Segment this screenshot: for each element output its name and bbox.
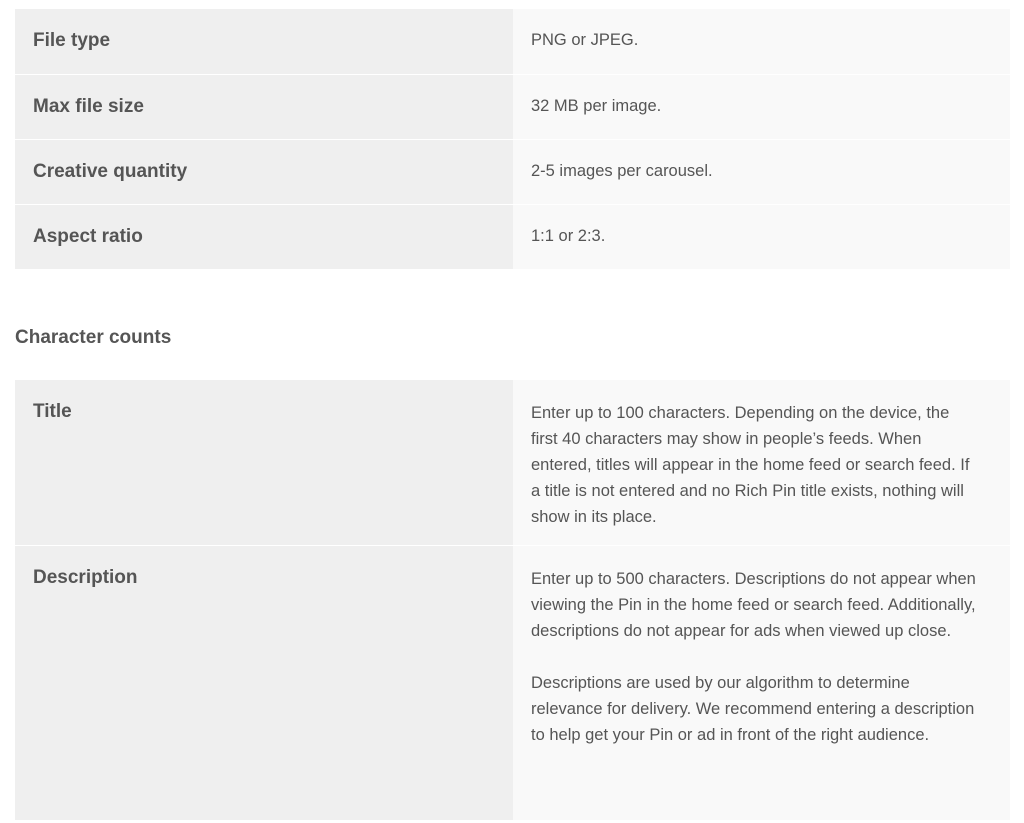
description-paragraph: Descriptions are used by our algorithm to determine relevance for delivery. We recommend entering a description to help get your Pin or ad in front of the right audience. bbox=[531, 673, 975, 744]
count-value-description bbox=[513, 545, 1010, 820]
section-heading-character-counts: Character counts bbox=[15, 327, 172, 348]
table-row bbox=[15, 204, 1010, 269]
spec-label-creative-quantity: Creative quantity bbox=[15, 139, 513, 204]
count-label-title: Title bbox=[15, 380, 513, 545]
spec-value-max-file-size: 32 MB per image. bbox=[513, 74, 1010, 139]
table-row bbox=[15, 380, 1010, 545]
spec-label-max-file-size: Max file size bbox=[15, 74, 513, 139]
description-paragraph: Enter up to 500 characters. Descriptions do not appear when viewing the Pin in the home feed or search feed. Additionally, descriptions do not appear for ads when viewed up close. bbox=[531, 569, 976, 640]
creative-specs-table bbox=[15, 9, 1010, 269]
character-counts-table bbox=[15, 380, 1010, 820]
count-value-title: Enter up to 100 characters. Depending on the device, the first 40 characters may show in people’s feeds. When entered, titles will appear in the home feed or search feed. If a title is not entered and no Rich Pin title exists, nothing will show in its place. bbox=[513, 380, 1010, 545]
table-row bbox=[15, 139, 1010, 204]
spec-value-aspect-ratio: 1:1 or 2:3. bbox=[513, 204, 1010, 269]
table-row bbox=[15, 9, 1010, 74]
spec-value-file-type: PNG or JPEG. bbox=[513, 9, 1010, 74]
spec-label-file-type: File type bbox=[15, 9, 513, 74]
table-row bbox=[15, 74, 1010, 139]
spec-label-aspect-ratio: Aspect ratio bbox=[15, 204, 513, 269]
table-row bbox=[15, 545, 1010, 820]
spec-value-creative-quantity: 2-5 images per carousel. bbox=[513, 139, 1010, 204]
count-label-description: Description bbox=[15, 545, 513, 820]
